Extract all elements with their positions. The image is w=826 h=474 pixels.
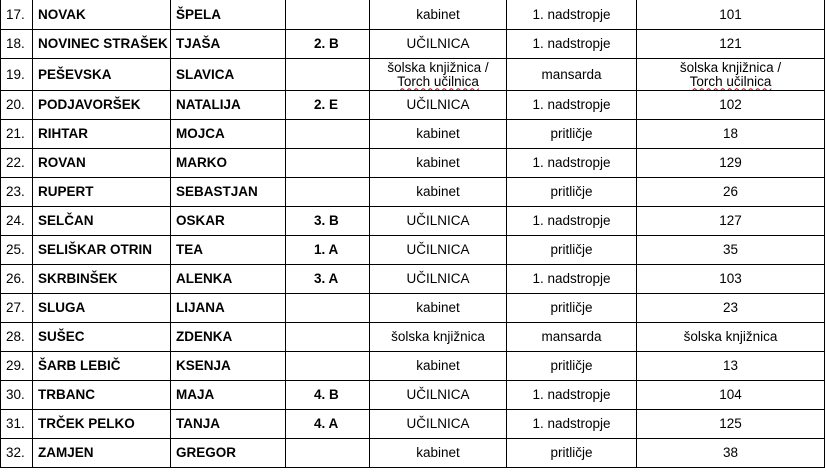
row-number: 22. [1,149,33,178]
floor-cell: pritličje [507,120,637,149]
table-row [1,236,825,265]
room-number-cell: šolska knjižnica [637,323,825,352]
surname-cell: ROVAN [33,149,171,178]
class-cell [286,178,370,207]
row-number: 31. [1,410,33,439]
room-number-cell [637,59,825,91]
room-number-cell: 102 [637,91,825,120]
first-name-cell: TJAŠA [171,30,286,59]
first-name-cell: TEA [171,236,286,265]
floor-cell: mansarda [507,323,637,352]
surname-cell: TRČEK PELKO [33,410,171,439]
floor-cell: pritličje [507,294,637,323]
surname-cell: NOVAK [33,0,171,30]
row-number: 27. [1,294,33,323]
room-type-cell: šolska knjižnica [370,323,507,352]
table-row [1,207,825,236]
row-number: 23. [1,178,33,207]
room-type-cell: kabinet [370,0,507,30]
table-row [1,410,825,439]
room-number-cell: 101 [637,0,825,30]
room-number-cell: 121 [637,30,825,59]
surname-cell: ZAMJEN [33,439,171,468]
surname-cell: SELČAN [33,207,171,236]
table-row [1,352,825,381]
room-type-cell: kabinet [370,439,507,468]
room-type-cell: UČILNICA [370,236,507,265]
row-number: 21. [1,120,33,149]
room-type-line: Torch učilnica [397,73,479,89]
first-name-cell: OSKAR [171,207,286,236]
surname-cell: ŠARB LEBIČ [33,352,171,381]
room-type-line: šolska knjižnica / [387,59,489,75]
class-cell [286,439,370,468]
first-name-cell: KSENJA [171,352,286,381]
table-row [1,294,825,323]
room-number-cell: 13 [637,352,825,381]
surname-cell: PODJAVORŠEK [33,91,171,120]
floor-cell: 1. nadstropje [507,149,637,178]
room-type-cell: kabinet [370,120,507,149]
class-cell: 2. B [286,30,370,59]
first-name-cell: ALENKA [171,265,286,294]
row-number: 17. [1,0,33,30]
room-number-cell: 38 [637,439,825,468]
class-cell [286,149,370,178]
table-row [1,323,825,352]
room-type-cell: UČILNICA [370,30,507,59]
class-cell: 3. B [286,207,370,236]
first-name-cell: MARKO [171,149,286,178]
surname-cell: SKRBINŠEK [33,265,171,294]
room-type-cell: kabinet [370,352,507,381]
class-cell: 4. A [286,410,370,439]
surname-cell: RUPERT [33,178,171,207]
class-cell: 4. B [286,381,370,410]
table-row [1,91,825,120]
floor-cell: 1. nadstropje [507,265,637,294]
first-name-cell: SLAVICA [171,59,286,91]
floor-cell: 1. nadstropje [507,207,637,236]
table-row [1,149,825,178]
row-number: 18. [1,30,33,59]
row-number: 29. [1,352,33,381]
room-number-cell: 26 [637,178,825,207]
room-type-cell [370,59,507,91]
room-number-cell: 103 [637,265,825,294]
floor-cell: 1. nadstropje [507,410,637,439]
surname-cell: TRBANC [33,381,171,410]
room-type-cell: kabinet [370,294,507,323]
first-name-cell: ZDENKA [171,323,286,352]
surname-cell: RIHTAR [33,120,171,149]
floor-cell: pritličje [507,178,637,207]
table-row [1,265,825,294]
room-type-cell: kabinet [370,178,507,207]
row-number: 26. [1,265,33,294]
room-type-cell: kabinet [370,149,507,178]
class-cell [286,352,370,381]
surname-cell: SUŠEC [33,323,171,352]
floor-cell: 1. nadstropje [507,91,637,120]
first-name-cell: NATALIJA [171,91,286,120]
first-name-cell: MOJCA [171,120,286,149]
room-type-cell: UČILNICA [370,381,507,410]
table-row [1,120,825,149]
room-number-cell: 35 [637,236,825,265]
room-number-cell: 104 [637,381,825,410]
room-type-cell: UČILNICA [370,410,507,439]
floor-cell: pritličje [507,352,637,381]
room-type-cell: UČILNICA [370,207,507,236]
class-cell: 3. A [286,265,370,294]
room-type-cell: UČILNICA [370,265,507,294]
surname-cell: PEŠEVSKA [33,59,171,91]
first-name-cell: TANJA [171,410,286,439]
floor-cell: 1. nadstropje [507,381,637,410]
floor-cell: pritličje [507,439,637,468]
class-cell [286,0,370,30]
row-number: 25. [1,236,33,265]
floor-cell: 1. nadstropje [507,0,637,30]
table-row [1,178,825,207]
class-cell: 1. A [286,236,370,265]
room-number-line: Torch učilnica [689,73,772,89]
room-number-cell: 129 [637,149,825,178]
floor-cell: mansarda [507,59,637,91]
room-number-cell: 125 [637,410,825,439]
row-number: 30. [1,381,33,410]
table-row [1,381,825,410]
table-row [1,0,825,30]
first-name-cell: ŠPELA [171,0,286,30]
table-row [1,30,825,59]
class-cell [286,294,370,323]
first-name-cell: GREGOR [171,439,286,468]
table-body [1,0,825,468]
floor-cell: pritličje [507,236,637,265]
room-number-cell: 23 [637,294,825,323]
floor-cell: 1. nadstropje [507,30,637,59]
surname-cell: SELIŠKAR OTRIN [33,236,171,265]
first-name-cell: MAJA [171,381,286,410]
row-number: 20. [1,91,33,120]
row-number: 28. [1,323,33,352]
room-number-cell: 127 [637,207,825,236]
class-cell [286,120,370,149]
room-number-line: šolska knjižnica / [679,59,782,75]
first-name-cell: SEBASTJAN [171,178,286,207]
class-cell [286,59,370,91]
surname-cell: NOVINEC STRAŠEK [33,30,171,59]
row-number: 19. [1,59,33,91]
class-cell: 2. E [286,91,370,120]
table-row [1,59,825,91]
first-name-cell: LIJANA [171,294,286,323]
table-row [1,439,825,468]
room-type-cell: UČILNICA [370,91,507,120]
surname-cell: SLUGA [33,294,171,323]
class-cell [286,323,370,352]
row-number: 32. [1,439,33,468]
row-number: 24. [1,207,33,236]
room-number-cell: 18 [637,120,825,149]
